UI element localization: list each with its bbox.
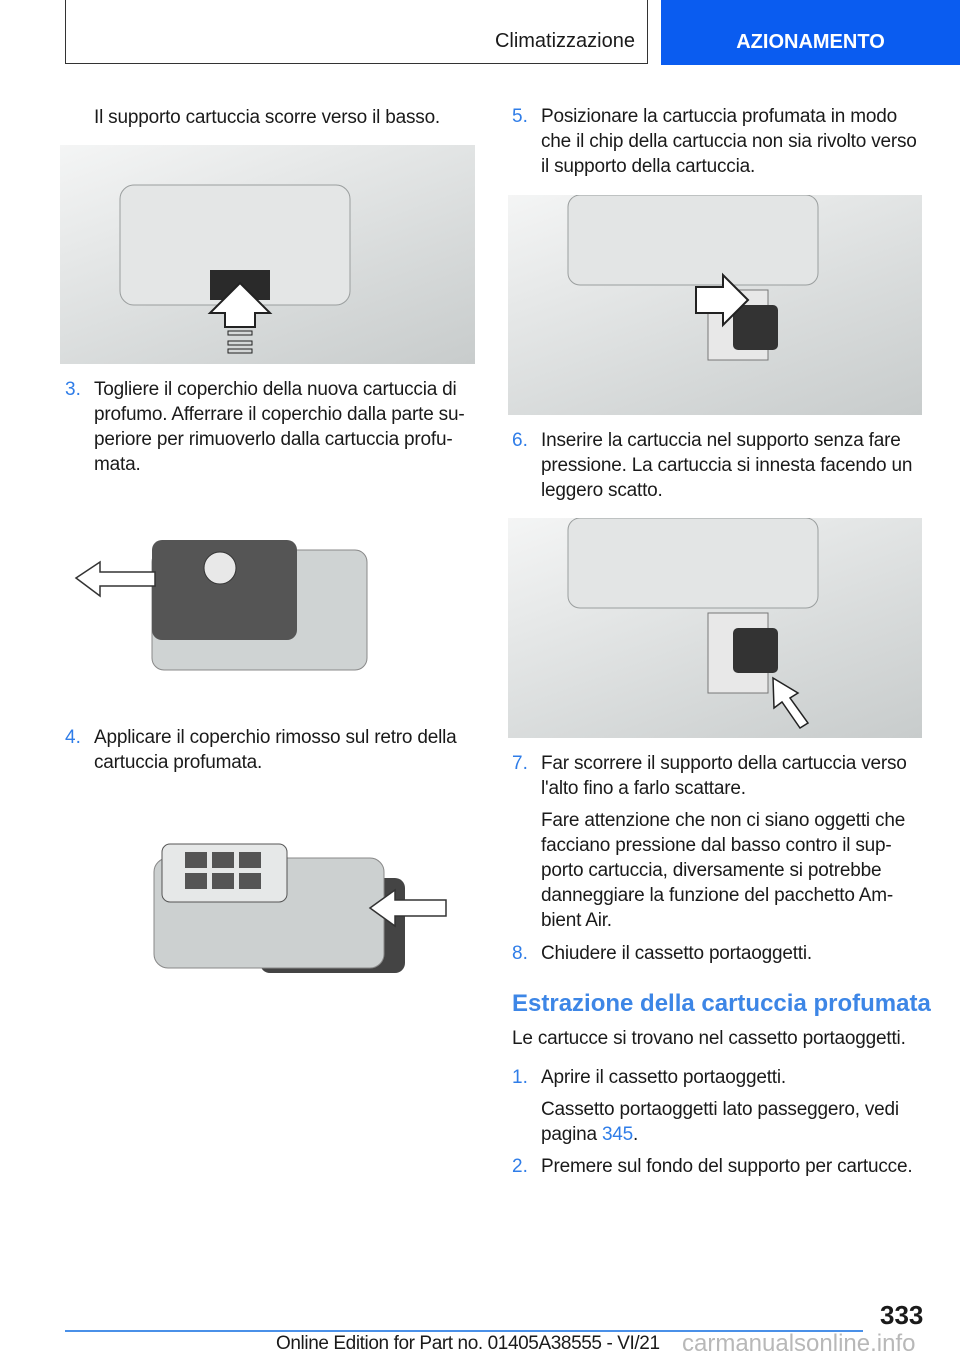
step-number: 7. xyxy=(512,753,528,774)
line: leggero scatto. xyxy=(541,480,663,501)
step-text xyxy=(94,377,464,477)
line: cartuccia profumata. xyxy=(94,752,263,773)
figure-insert-cartridge xyxy=(508,518,922,738)
intro-text: Il supporto cartuccia scorre verso il basso. xyxy=(94,107,441,128)
figure-attach-cover xyxy=(150,838,450,978)
line xyxy=(541,1122,899,1147)
step-number: 4. xyxy=(65,727,81,748)
step-number: 3. xyxy=(65,379,81,400)
text: pagina xyxy=(541,1124,602,1145)
section-intro: Le cartucce si trovano nel cassetto portaoggetti. xyxy=(512,1028,906,1049)
line: Togliere il coperchio della nuova cartuccia di xyxy=(94,379,457,400)
step-number: 2. xyxy=(512,1156,528,1177)
line: periore per rimuoverlo dalla cartuccia profu- xyxy=(94,429,453,450)
figure-holder-down xyxy=(60,145,475,364)
line: Fare attenzione che non ci siano oggetti che xyxy=(541,810,906,831)
edition-text: Online Edition for Part no. 01405A38555 - VI/21 xyxy=(276,1333,660,1354)
line: Applicare il coperchio rimosso sul retro della xyxy=(94,727,457,748)
watermark: carmanualsonline.info xyxy=(682,1330,916,1357)
line: porto cartuccia, diversamente si potrebbe xyxy=(541,860,882,881)
line: il supporto della cartuccia. xyxy=(541,156,756,177)
step-number: 8. xyxy=(512,943,528,964)
line: Far scorrere il supporto della cartuccia verso xyxy=(541,753,907,774)
illustration-arrow-right-icon xyxy=(508,195,922,415)
step-note xyxy=(541,808,905,933)
line: profumo. Afferrare il coperchio dalla parte su- xyxy=(94,404,465,425)
step-number: 6. xyxy=(512,430,528,451)
section-title: Climatizzazione xyxy=(494,30,635,52)
step-text xyxy=(541,428,912,503)
figure-position-cartridge xyxy=(508,195,922,415)
step-number: 1. xyxy=(512,1067,528,1088)
step-text: Chiudere il cassetto portaoggetti. xyxy=(541,943,812,964)
section-heading: Estrazione della cartuccia profumata xyxy=(512,990,931,1017)
figure-remove-cover xyxy=(70,530,380,675)
text: . xyxy=(633,1124,639,1145)
chapter-tab[interactable]: AZIONAMENTO xyxy=(661,0,960,65)
step-text: Aprire il cassetto portaoggetti. xyxy=(541,1067,786,1088)
line: facciano pressione dal basso contro il sup- xyxy=(541,835,892,856)
step-text: Premere sul fondo del supporto per cartucce. xyxy=(541,1156,913,1177)
page-link[interactable]: 345 xyxy=(601,1124,634,1145)
line: pressione. La cartuccia si innesta facendo un xyxy=(541,455,913,476)
illustration-arrow-up-icon xyxy=(60,145,475,364)
line: mata. xyxy=(94,454,141,475)
page-number: 333 xyxy=(880,1300,924,1330)
line: Inserire la cartuccia nel supporto senza fare xyxy=(541,430,901,451)
line: l'alto fino a farlo scattare. xyxy=(541,778,746,799)
line: Cassetto portaoggetti lato passeggero, vedi xyxy=(541,1099,899,1120)
step-number: 5. xyxy=(512,106,528,127)
line: Posizionare la cartuccia profumata in modo xyxy=(541,106,897,127)
step-text xyxy=(94,725,457,775)
line: danneggiare la funzione del pacchetto Am- xyxy=(541,885,893,906)
illustration-arrow-diagonal-icon xyxy=(508,518,922,738)
step-text xyxy=(541,751,907,801)
line: bient Air. xyxy=(541,910,612,931)
step-note xyxy=(541,1097,899,1147)
line: che il chip della cartuccia non sia rivolto verso xyxy=(541,131,917,152)
step-text xyxy=(541,104,917,179)
